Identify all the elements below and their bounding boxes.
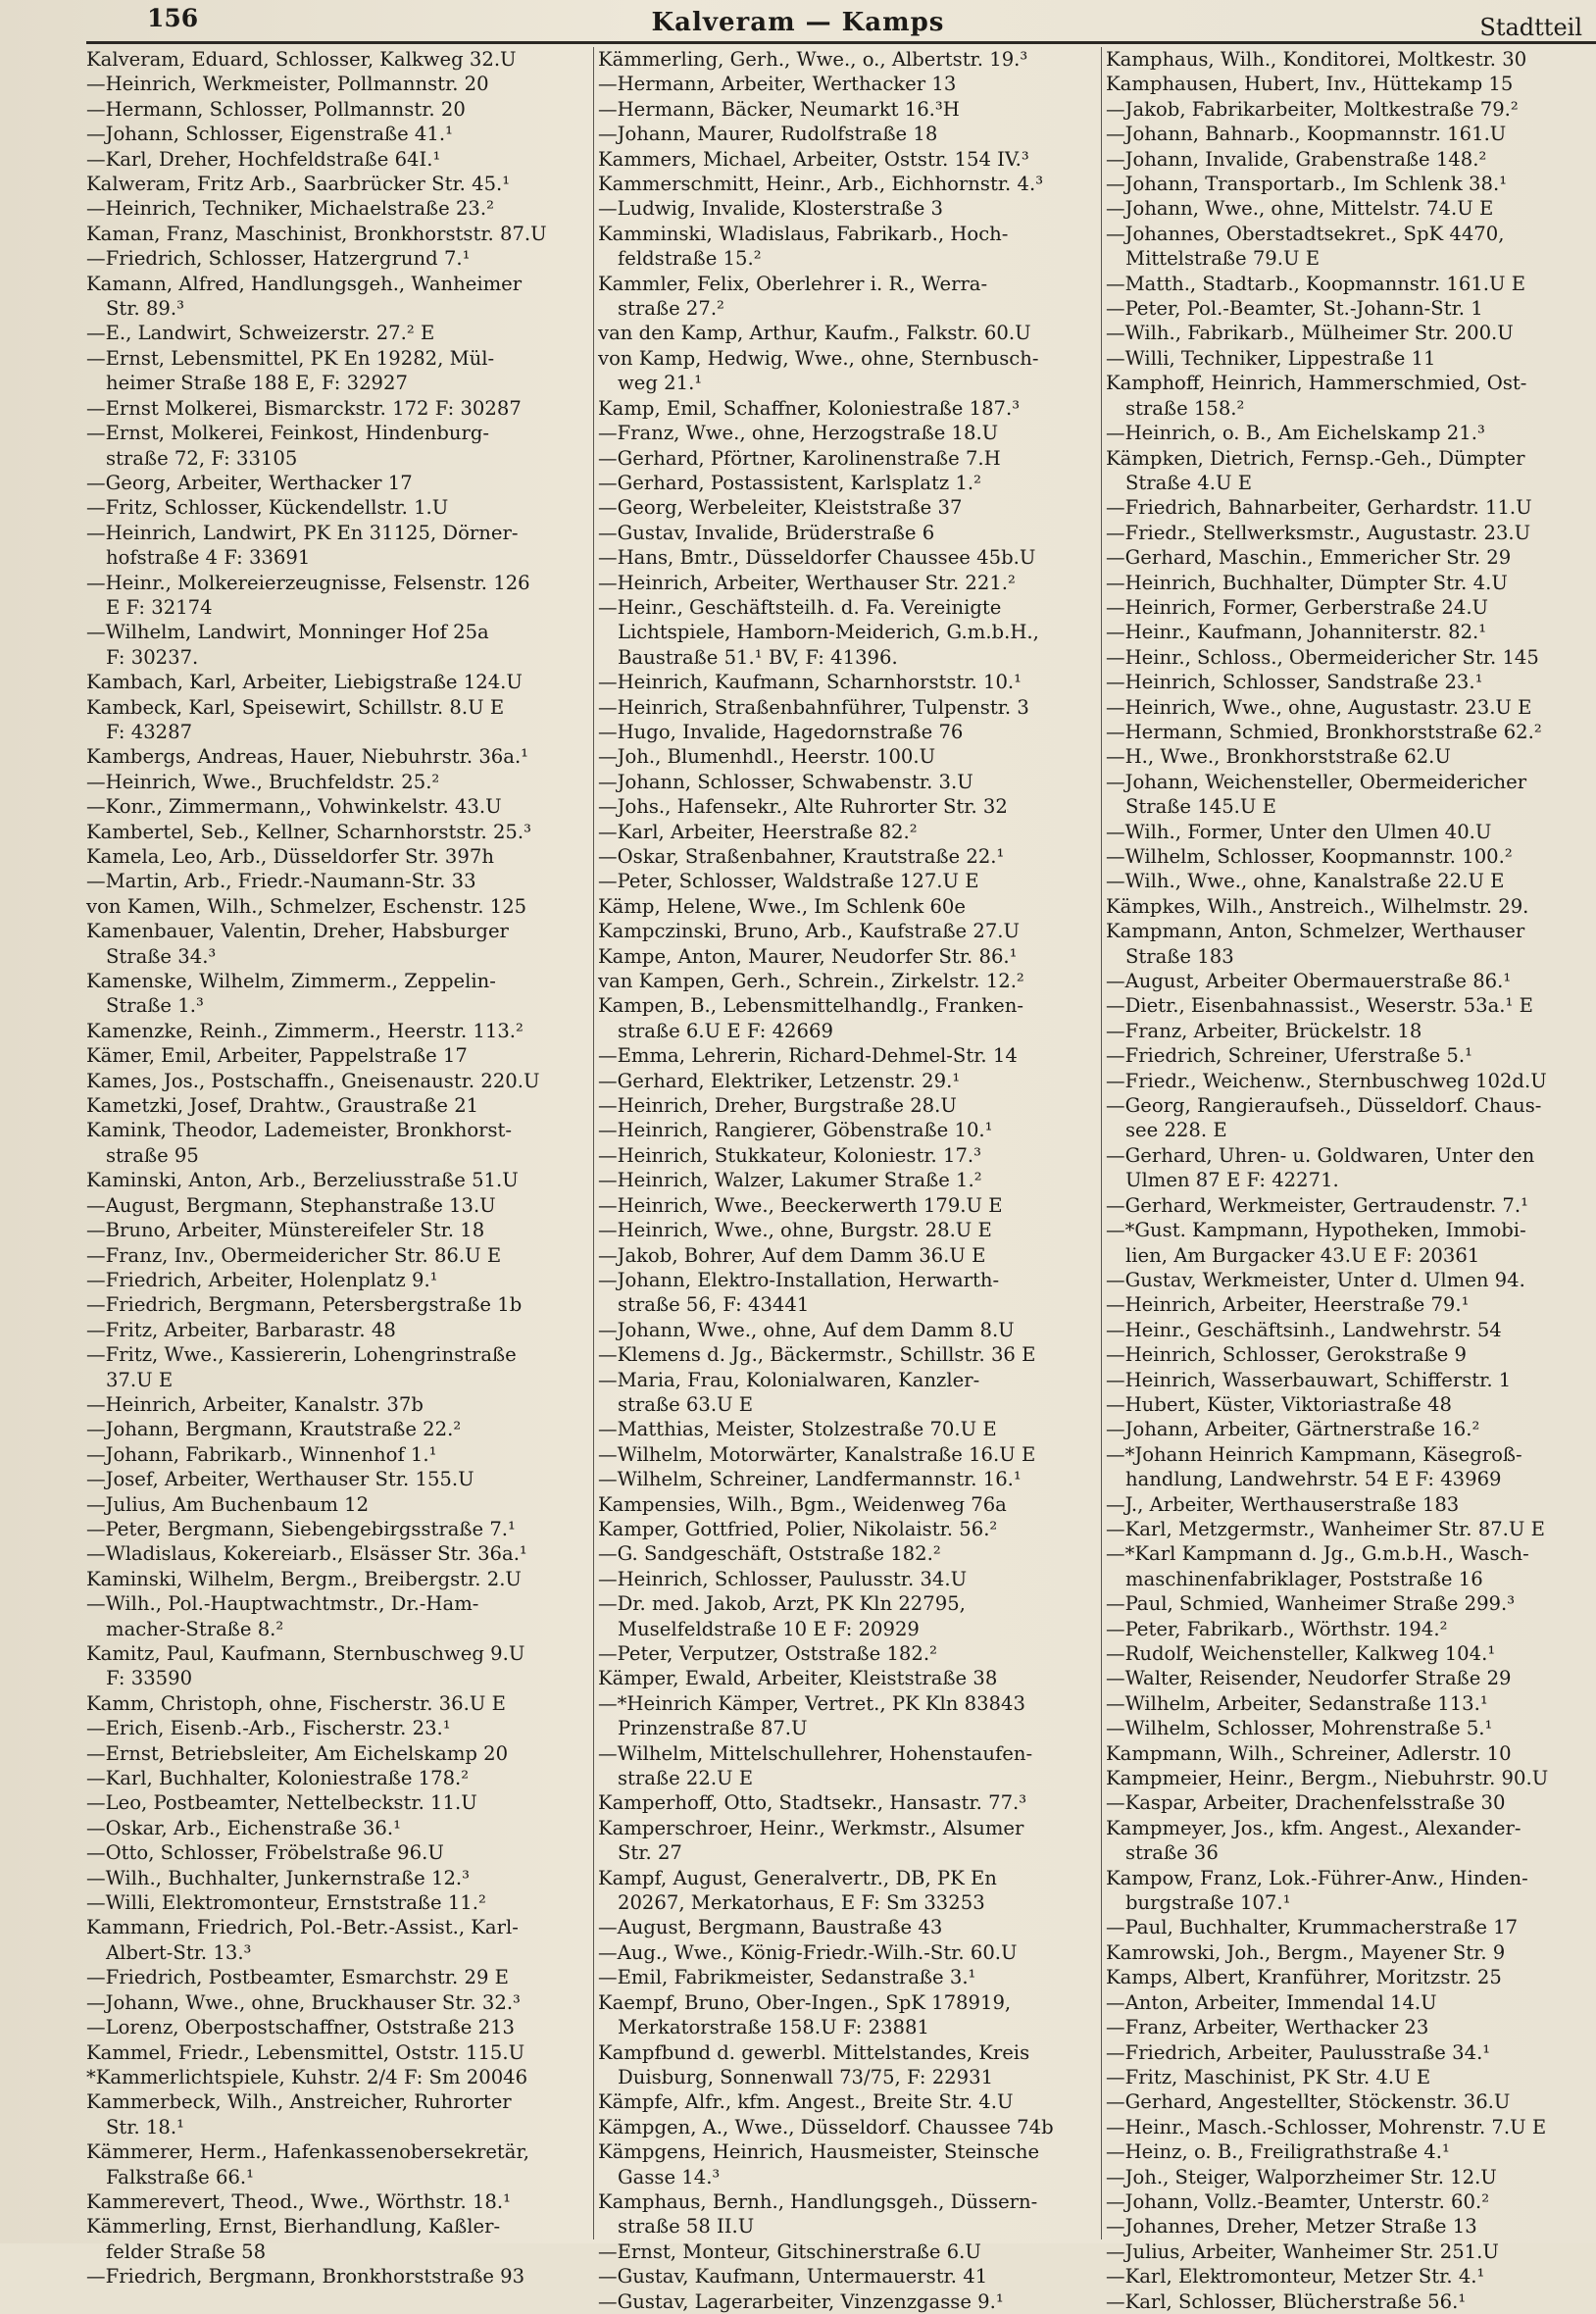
directory-entry: Kampmeier, Heinr., Bergm., Niebuhrstr. 90.U: [1106, 1767, 1549, 1790]
directory-entry: —Georg, Werbeleiter, Kleiststraße 37: [598, 496, 963, 520]
directory-entry: —Franz, Wwe., ohne, Herzogstraße 18.U: [598, 422, 999, 445]
directory-entry: —Johann, Vollz.-Beamter, Unterstr. 60.²: [1106, 2189, 1490, 2213]
directory-entry: Kampen, B., Lebensmittelhandlg., Franken-: [598, 994, 1023, 1018]
entry-continuation: Falkstraße 66.¹: [106, 2165, 254, 2188]
directory-entry: —Heinrich, Arbeiter, Werthauser Str. 221.²: [598, 571, 1016, 594]
entry-continuation: straße 63.U E: [618, 1392, 754, 1416]
directory-entry: —Franz, Inv., Obermeidericher Str. 86.U E: [86, 1243, 502, 1267]
entry-continuation: macher-Straße 8.²: [106, 1617, 284, 1640]
directory-entry: —Gerhard, Werkmeister, Gertraudenstr. 7.¹: [1106, 1193, 1528, 1217]
directory-entry: Kamenzke, Reinh., Zimmerm., Heerstr. 113.²: [86, 1019, 524, 1042]
entry-continuation: lien, Am Burgacker 43.U E F: 20361: [1125, 1243, 1480, 1267]
directory-entry: —Gustav, Lagerarbeiter, Vinzenzgasse 9.¹: [598, 2289, 1004, 2313]
directory-entry: Kammerbeck, Wilh., Anstreicher, Ruhrorter: [86, 2090, 512, 2114]
directory-entry: —Heinrich, o. B., Am Eichelskamp 21.³: [1106, 422, 1485, 445]
directory-entry: —Wilhelm, Schreiner, Landfermannstr. 16.¹: [598, 1468, 1022, 1491]
entry-continuation: Duisburg, Sonnenwall 73/75, F: 22931: [618, 2065, 994, 2088]
column-divider: [1101, 47, 1102, 2239]
directory-entry: —Erich, Eisenb.-Arb., Fischerstr. 23.¹: [86, 1717, 451, 1740]
directory-entry: —Gerhard, Postassistent, Karlsplatz 1.²: [598, 471, 981, 494]
directory-entry: —Wilh., Wwe., ohne, Kanalstraße 22.U E: [1106, 870, 1505, 893]
directory-entry: —Aug., Wwe., König-Friedr.-Wilh.-Str. 60.U: [598, 1940, 1018, 1964]
directory-entry: —Wilh., Fabrikarb., Mülheimer Str. 200.U: [1106, 322, 1514, 345]
directory-entry: —*Gust. Kampmann, Hypotheken, Immobi-: [1106, 1219, 1526, 1242]
directory-entry: —*Karl Kampmann d. Jg., G.m.b.H., Wasch-: [1106, 1542, 1529, 1566]
entry-continuation: heimer Straße 188 E, F: 32927: [106, 372, 408, 395]
directory-entry: Kamperschroer, Heinr., Werkmstr., Alsumer: [598, 1816, 1024, 1839]
directory-entry: —Wilh., Buchhalter, Junkernstraße 12.³: [86, 1866, 470, 1889]
entry-continuation: F: 30237.: [106, 645, 199, 669]
directory-entry: —Fritz, Arbeiter, Barbarastr. 48: [86, 1318, 396, 1341]
directory-entry: —Ernst, Lebensmittel, PK En 19282, Mül-: [86, 346, 495, 370]
directory-entry: —Friedrich, Schlosser, Hatzergrund 7.¹: [86, 247, 471, 271]
directory-entry: —E., Landwirt, Schweizerstr. 27.² E: [86, 322, 435, 345]
directory-entry: —Bruno, Arbeiter, Münstereifeler Str. 18: [86, 1219, 485, 1242]
directory-entry: —Emma, Lehrerin, Richard-Dehmel-Str. 14: [598, 1044, 1018, 1068]
directory-entry: —Joh., Steiger, Walporzheimer Str. 12.U: [1106, 2165, 1497, 2188]
directory-entry: —Wilhelm, Schlosser, Koopmannstr. 100.²: [1106, 845, 1513, 868]
directory-entry: —G. Sandgeschäft, Oststraße 182.²: [598, 1542, 941, 1566]
directory-entry: Kampmann, Wilh., Schreiner, Adlerstr. 10: [1106, 1741, 1512, 1765]
directory-entry: —H., Wwe., Bronkhorststraße 62.U: [1106, 745, 1451, 769]
directory-entry: van den Kamp, Arthur, Kaufm., Falkstr. 60.U: [598, 322, 1031, 345]
directory-entry: Kamphoff, Heinrich, Hammerschmied, Ost-: [1106, 372, 1527, 395]
entry-continuation: feldstraße 15.²: [618, 247, 762, 271]
entry-continuation: Str. 18.¹: [106, 2115, 184, 2138]
directory-entry: —Friedrich, Bahnarbeiter, Gerhardstr. 11.U: [1106, 496, 1532, 520]
directory-entry: Kampensies, Wilh., Bgm., Weidenweg 76a: [598, 1492, 1007, 1516]
entry-continuation: Muselfeldstraße 10 E F: 20929: [618, 1617, 920, 1640]
entry-continuation: Straße 1.³: [106, 994, 204, 1018]
directory-entry: Kampmann, Anton, Schmelzer, Werthauser: [1106, 920, 1525, 943]
directory-entry: —Gerhard, Pförtner, Karolinenstraße 7.H: [598, 446, 1001, 470]
directory-entry: —Wilh., Former, Unter den Ulmen 40.U: [1106, 820, 1492, 843]
page-header: [0, 0, 1596, 43]
entry-continuation: hofstraße 4 F: 33691: [106, 546, 311, 570]
directory-entry: Kampmeyer, Jos., kfm. Angest., Alexander-: [1106, 1816, 1521, 1839]
directory-entry: —Johann, Weichensteller, Obermeidericher: [1106, 770, 1527, 793]
directory-entry: Kämmerer, Herm., Hafenkassenobersekretär,: [86, 2140, 529, 2164]
directory-entry: —Friedrich, Bergmann, Bronkhorststraße 93: [86, 2265, 525, 2289]
entry-continuation: E F: 32174: [106, 595, 213, 619]
directory-entry: Kammers, Michael, Arbeiter, Oststr. 154 IV.³: [598, 147, 1029, 171]
directory-entry: —Johann, Maurer, Rudolfstraße 18: [598, 123, 938, 146]
entry-continuation: 37.U E: [106, 1368, 174, 1391]
directory-entry: —Ernst, Monteur, Gitschinerstraße 6.U: [598, 2239, 981, 2263]
directory-entry: Kämp, Helene, Wwe., Im Schlenk 60e: [598, 894, 966, 918]
directory-entry: —Franz, Arbeiter, Werthacker 23: [1106, 2016, 1429, 2039]
directory-entry: —Fritz, Wwe., Kassiererin, Lohengrinstraße: [86, 1343, 517, 1367]
entry-continuation: Straße 145.U E: [1125, 795, 1276, 819]
directory-entry: —Heinrich, Wwe., ohne, Augustastr. 23.U E: [1106, 695, 1532, 719]
directory-entry: Kämper, Ewald, Arbeiter, Kleiststraße 38: [598, 1667, 998, 1690]
entry-continuation: Str. 89.³: [106, 297, 184, 321]
entry-continuation: Merkatorstraße 158.U F: 23881: [618, 2016, 929, 2039]
directory-entry: —Karl, Arbeiter, Heerstraße 82.²: [598, 820, 918, 843]
directory-entry: —J., Arbeiter, Werthauserstraße 183: [1106, 1492, 1460, 1516]
directory-entry: —Heinr., Geschäftsinh., Landwehrstr. 54: [1106, 1318, 1502, 1341]
directory-entry: —Kaspar, Arbeiter, Drachenfelsstraße 30: [1106, 1791, 1506, 1815]
directory-entry: Kämpgens, Heinrich, Hausmeister, Steinsche: [598, 2140, 1040, 2164]
directory-entry: —Heinrich, Landwirt, PK En 31125, Dörner-: [86, 521, 519, 544]
directory-entry: —Heinr., Schloss., Obermeidericher Str. 145: [1106, 645, 1539, 669]
entry-continuation: straße 27.²: [618, 297, 724, 321]
directory-entry: —Emil, Fabrikmeister, Sedanstraße 3.¹: [598, 1966, 976, 1989]
directory-entry: von Kamen, Wilh., Schmelzer, Eschenstr. 125: [86, 894, 527, 918]
directory-entry: Kamps, Albert, Kranführer, Moritzstr. 25: [1106, 1966, 1502, 1989]
directory-entry: —Jakob, Fabrikarbeiter, Moltkestraße 79.²: [1106, 97, 1519, 121]
directory-entry: —Johann, Bahnarb., Koopmannstr. 161.U: [1106, 123, 1507, 146]
entry-continuation: Mittelstraße 79.U E: [1125, 247, 1321, 271]
directory-entry: —Karl, Dreher, Hochfeldstraße 64I.¹: [86, 147, 441, 171]
entry-continuation: straße 22.U E: [618, 1767, 754, 1790]
directory-entry: —Peter, Schlosser, Waldstraße 127.U E: [598, 870, 979, 893]
directory-entry: —Johann, Arbeiter, Gärtnerstraße 16.²: [1106, 1418, 1480, 1441]
directory-entry: Kampf, August, Generalvertr., DB, PK En: [598, 1866, 997, 1889]
entry-continuation: Straße 183: [1125, 944, 1234, 968]
entry-continuation: handlung, Landwehrstr. 54 E F: 43969: [1125, 1468, 1502, 1491]
directory-entry: —Wladislaus, Kokereiarb., Elsässer Str. 36a.¹: [86, 1542, 527, 1566]
directory-entry: —Matth., Stadtarb., Koopmannstr. 161.U E: [1106, 272, 1526, 295]
directory-entry: —Heinrich, Stukkateur, Koloniestr. 17.³: [598, 1143, 982, 1167]
directory-entry: Kämmerling, Gerh., Wwe., o., Albertstr. 19.³: [598, 48, 1028, 71]
entry-continuation: straße 6.U E F: 42669: [618, 1019, 833, 1042]
directory-entry: —Friedrich, Bergmann, Petersbergstraße 1b: [86, 1293, 523, 1317]
directory-entry: —Anton, Arbeiter, Immendal 14.U: [1106, 1990, 1437, 2014]
directory-entry: —Karl, Elektromonteur, Metzer Str. 4.¹: [1106, 2265, 1485, 2289]
directory-entry: —Johann, Fabrikarb., Winnenhof 1.¹: [86, 1442, 437, 1466]
section-label: Stadtteil: [1479, 14, 1582, 41]
directory-entry: Kambertel, Seb., Kellner, Scharnhorststr. 25.³: [86, 820, 531, 843]
directory-entry: —August, Bergmann, Baustraße 43: [598, 1916, 943, 1939]
entry-continuation: Straße 4.U E: [1125, 471, 1252, 494]
directory-entry: —Karl, Buchhalter, Koloniestraße 178.²: [86, 1767, 470, 1790]
column-divider: [593, 47, 594, 2239]
directory-entry: —Heinrich, Dreher, Burgstraße 28.U: [598, 1094, 957, 1118]
directory-entry: Kämpken, Dietrich, Fernsp.-Geh., Dümpter: [1106, 446, 1525, 470]
entry-continuation: see 228. E: [1125, 1119, 1227, 1142]
entry-continuation: Lichtspiele, Hamborn-Meiderich, G.m.b.H.,: [618, 621, 1039, 644]
directory-entry: —Gerhard, Angestellter, Stöckenstr. 36.U: [1106, 2090, 1511, 2114]
directory-entry: Kamm, Christoph, ohne, Fischerstr. 36.U E: [86, 1691, 506, 1715]
directory-entry: —Paul, Buchhalter, Krummacherstraße 17: [1106, 1916, 1519, 1939]
directory-entry: —Johann, Invalide, Grabenstraße 148.²: [1106, 147, 1487, 171]
directory-entry: Kalveram, Eduard, Schlosser, Kalkweg 32.U: [86, 48, 517, 71]
column-3: [1106, 47, 1596, 2313]
directory-entry: —Johann, Bergmann, Krautstraße 22.²: [86, 1418, 462, 1441]
directory-entry: —Lorenz, Oberpostschaffner, Oststraße 213: [86, 2016, 516, 2039]
directory-entry: —Gustav, Kaufmann, Untermauerstr. 41: [598, 2265, 988, 2289]
directory-entry: —Heinrich, Wwe., Beeckerwerth 179.U E: [598, 1193, 1003, 1217]
directory-entry: Kamitz, Paul, Kaufmann, Sternbuschweg 9.U: [86, 1642, 525, 1665]
directory-entry: Kambach, Karl, Arbeiter, Liebigstraße 124.U: [86, 671, 523, 694]
directory-entry: —Karl, Schlosser, Blücherstraße 56.¹: [1106, 2289, 1467, 2313]
directory-entry: Kamela, Leo, Arb., Düsseldorfer Str. 397h: [86, 845, 494, 868]
directory-entry: —Gerhard, Uhren- u. Goldwaren, Unter den: [1106, 1143, 1535, 1167]
directory-entry: Kamenbauer, Valentin, Dreher, Habsburger: [86, 920, 509, 943]
directory-entry: —Oskar, Arb., Eichenstraße 36.¹: [86, 1816, 401, 1839]
directory-entry: Kammerschmitt, Heinr., Arb., Eichhornstr. 4.³: [598, 173, 1044, 196]
directory-entry: Kaminski, Anton, Arb., Berzeliusstraße 51.U: [86, 1169, 519, 1192]
entry-continuation: F: 43287: [106, 720, 193, 743]
directory-entry: —Heinrich, Techniker, Michaelstraße 23.²: [86, 197, 494, 221]
directory-entry: Kammerevert, Theod., Wwe., Wörthstr. 18.¹: [86, 2189, 511, 2213]
page-number: 156: [147, 4, 199, 32]
directory-entry: Kames, Jos., Postschaffn., Gneisenaustr. 220.U: [86, 1069, 540, 1092]
directory-entry: —Georg, Rangieraufseh., Düsseldorf. Chaus-: [1106, 1094, 1542, 1118]
directory-entry: Kalweram, Fritz Arb., Saarbrücker Str. 45.¹: [86, 173, 511, 196]
entry-continuation: straße 58 II.U: [618, 2215, 755, 2239]
directory-entry: —Franz, Arbeiter, Brückelstr. 18: [1106, 1019, 1422, 1042]
directory-entry: —Johann, Elektro-Installation, Herwarth-: [598, 1268, 1000, 1291]
directory-entry: —Johann, Schlosser, Eigenstraße 41.¹: [86, 123, 453, 146]
directory-entry: —Paul, Schmied, Wanheimer Straße 299.³: [1106, 1592, 1516, 1616]
directory-entry: —Walter, Reisender, Neudorfer Straße 29: [1106, 1667, 1512, 1690]
page-title: Kalveram — Kamps: [651, 8, 945, 37]
directory-entry: Kämmerling, Ernst, Bierhandlung, Kaßler-: [86, 2215, 501, 2239]
entry-continuation: straße 36: [1125, 1841, 1219, 1865]
directory-entry: —Heinrich, Buchhalter, Dümpter Str. 4.U: [1106, 571, 1508, 594]
directory-entry: Kämpfe, Alfr., kfm. Angest., Breite Str. 4.U: [598, 2090, 1014, 2114]
directory-entry: —Fritz, Maschinist, PK Str. 4.U E: [1106, 2065, 1431, 2088]
directory-entry: —Hermann, Bäcker, Neumarkt 16.³H: [598, 97, 960, 121]
directory-entry: —Hermann, Schmied, Bronkhorststraße 62.²: [1106, 720, 1542, 743]
directory-entry: Kambeck, Karl, Speisewirt, Schillstr. 8.U E: [86, 695, 505, 719]
entry-continuation: burgstraße 107.¹: [1125, 1891, 1291, 1915]
directory-entry: —Wilhelm, Mittelschullehrer, Hohenstaufen-: [598, 1741, 1033, 1765]
entry-continuation: felder Straße 58: [106, 2239, 267, 2263]
directory-entry: —Maria, Frau, Kolonialwaren, Kanzler-: [598, 1368, 980, 1391]
directory-entry: Kämer, Emil, Arbeiter, Pappelstraße 17: [86, 1044, 468, 1068]
directory-entry: —Gustav, Invalide, Brüderstraße 6: [598, 521, 935, 544]
entry-continuation: straße 95: [106, 1143, 199, 1167]
directory-entry: —Heinrich, Former, Gerberstraße 24.U: [1106, 595, 1489, 619]
directory-entry: —Ernst Molkerei, Bismarckstr. 172 F: 30287: [86, 396, 522, 420]
directory-entry: Kamink, Theodor, Lademeister, Bronkhorst-: [86, 1119, 513, 1142]
directory-entry: —Heinrich, Rangierer, Göbenstraße 10.¹: [598, 1119, 993, 1142]
directory-entry: van Kampen, Gerh., Schrein., Zirkelstr. 12.²: [598, 970, 1024, 993]
directory-entry: —Johs., Hafensekr., Alte Ruhrorter Str. 32: [598, 795, 1008, 819]
directory-entry: Kämpgen, A., Wwe., Düsseldorf. Chaussee 74b: [598, 2115, 1054, 2138]
entry-continuation: Gasse 14.³: [618, 2165, 721, 2188]
directory-entry: Kamper, Gottfried, Polier, Nikolaistr. 56.²: [598, 1517, 998, 1540]
directory-entry: Kaman, Franz, Maschinist, Bronkhorststr. 87.U: [86, 222, 547, 245]
directory-entry: Kampfbund d. gewerbl. Mittelstandes, Kreis: [598, 2040, 1030, 2064]
directory-entry: —Willi, Elektromonteur, Ernststraße 11.²: [86, 1891, 486, 1915]
directory-entry: Kammel, Friedr., Lebensmittel, Oststr. 115.U: [86, 2040, 525, 2064]
directory-entry: —Dietr., Eisenbahnassist., Weserstr. 53a.¹ E: [1106, 994, 1533, 1018]
directory-entry: —Dr. med. Jakob, Arzt, PK Kln 22795,: [598, 1592, 966, 1616]
directory-entry: —Johann, Wwe., ohne, Auf dem Damm 8.U: [598, 1318, 1015, 1341]
directory-entry: —Heinr., Kaufmann, Johanniterstr. 82.¹: [1106, 621, 1487, 644]
directory-entry: —Peter, Fabrikarb., Wörthstr. 194.²: [1106, 1617, 1448, 1640]
directory-entry: —Hubert, Küster, Viktoriastraße 48: [1106, 1392, 1452, 1416]
directory-entry: Kaempf, Bruno, Ober-Ingen., SpK 178919,: [598, 1990, 1012, 2014]
directory-entry: —Rudolf, Weichensteller, Kalkweg 104.¹: [1106, 1642, 1496, 1665]
entry-continuation: F: 33590: [106, 1667, 193, 1690]
directory-entry: Kämpkes, Wilh., Anstreich., Wilhelmstr. 29.: [1106, 894, 1529, 918]
directory-entry: —*Heinrich Kämper, Vertret., PK Kln 83843: [598, 1691, 1025, 1715]
directory-entry: —Konr., Zimmermann,, Vohwinkelstr. 43.U: [86, 795, 502, 819]
directory-entry: Kamenske, Wilhelm, Zimmerm., Zeppelin-: [86, 970, 496, 993]
directory-entry: —Heinrich, Straßenbahnführer, Tulpenstr. 3: [598, 695, 1029, 719]
directory-entry: —Heinrich, Schlosser, Paulusstr. 34.U: [598, 1567, 968, 1590]
directory-entry: Kamperhoff, Otto, Stadtsekr., Hansastr. 77.³: [598, 1791, 1027, 1815]
directory-entry: —Hugo, Invalide, Hagedornstraße 76: [598, 720, 964, 743]
directory-entry: von Kamp, Hedwig, Wwe., ohne, Sternbusch-: [598, 346, 1039, 370]
directory-entry: —Friedrich, Postbeamter, Esmarchstr. 29 E: [86, 1966, 509, 1989]
directory-entry: Kamphaus, Bernh., Handlungsgeh., Düssern-: [598, 2189, 1038, 2213]
directory-entry: —Hermann, Schlosser, Pollmannstr. 20: [86, 97, 466, 121]
directory-entry: —Johann, Wwe., ohne, Bruckhauser Str. 32.³: [86, 1990, 521, 2014]
directory-entry: —Heinz, o. B., Freiligrathstraße 4.¹: [1106, 2140, 1450, 2164]
directory-entry: —Josef, Arbeiter, Werthauser Str. 155.U: [86, 1468, 474, 1491]
directory-entry: —Friedrich, Arbeiter, Paulusstraße 34.¹: [1106, 2040, 1491, 2064]
directory-entry: —Fritz, Schlosser, Kückendellstr. 1.U: [86, 496, 449, 520]
directory-entry: —Ernst, Molkerei, Feinkost, Hindenburg-: [86, 422, 490, 445]
directory-entry: —Friedr., Stellwerksmstr., Augustastr. 23.U: [1106, 521, 1531, 544]
directory-entry: —Willi, Techniker, Lippestraße 11: [1106, 346, 1436, 370]
directory-entry: —Wilhelm, Arbeiter, Sedanstraße 113.¹: [1106, 1691, 1488, 1715]
directory-entry: —Heinr., Geschäftsteilh. d. Fa. Vereinigte: [598, 595, 1002, 619]
directory-entry: —Heinrich, Schlosser, Sandstraße 23.¹: [1106, 671, 1483, 694]
entry-continuation: 20267, Merkatorhaus, E F: Sm 33253: [618, 1891, 985, 1915]
directory-entry: —Ludwig, Invalide, Klosterstraße 3: [598, 197, 943, 221]
directory-entry: —Heinrich, Wasserbauwart, Schifferstr. 1: [1106, 1368, 1512, 1391]
directory-entry: —Julius, Am Buchenbaum 12: [86, 1492, 370, 1516]
directory-entry: Kamrowski, Joh., Bergm., Mayener Str. 9: [1106, 1940, 1506, 1964]
directory-entry: —Friedrich, Schreiner, Uferstraße 5.¹: [1106, 1044, 1472, 1068]
directory-entry: Kammann, Friedrich, Pol.-Betr.-Assist., Karl-: [86, 1916, 519, 1939]
directory-entry: Kambergs, Andreas, Hauer, Niebuhrstr. 36a.¹: [86, 745, 529, 769]
directory-entry: —Johann, Transportarb., Im Schlenk 38.¹: [1106, 173, 1508, 196]
directory-entry: —Martin, Arb., Friedr.-Naumann-Str. 33: [86, 870, 476, 893]
directory-entry: Kampow, Franz, Lok.-Führer-Anw., Hinden-: [1106, 1866, 1528, 1889]
directory-entry: —Hans, Bmtr., Düsseldorfer Chaussee 45b.U: [598, 546, 1036, 570]
directory-entry: Kametzki, Josef, Drahtw., Graustraße 21: [86, 1094, 479, 1118]
directory-entry: Kamphausen, Hubert, Inv., Hüttekamp 15: [1106, 73, 1514, 96]
directory-entry: —Heinrich, Werkmeister, Pollmannstr. 20: [86, 73, 489, 96]
entry-continuation: maschinenfabriklager, Poststraße 16: [1125, 1567, 1483, 1590]
directory-entry: —Peter, Pol.-Beamter, St.-Johann-Str. 1: [1106, 297, 1483, 321]
directory-entry: —Heinr., Masch.-Schlosser, Mohrenstr. 7.U E: [1106, 2115, 1547, 2138]
entry-continuation: Str. 27: [618, 1841, 682, 1865]
directory-entry: Kamann, Alfred, Handlungsgeh., Wanheimer: [86, 272, 523, 295]
directory-entry: —August, Bergmann, Stephanstraße 13.U: [86, 1193, 496, 1217]
header-rule: [86, 41, 1596, 44]
directory-entry: —Peter, Bergmann, Siebengebirgsstraße 7.¹: [86, 1517, 516, 1540]
directory-entry: —Heinrich, Schlosser, Gerokstraße 9: [1106, 1343, 1467, 1367]
directory-entry: —Wilhelm, Landwirt, Monninger Hof 25a: [86, 621, 489, 644]
entry-continuation: weg 21.¹: [618, 372, 703, 395]
directory-entry: —Jakob, Bohrer, Auf dem Damm 36.U E: [598, 1243, 986, 1267]
directory-entry: —Johann, Wwe., ohne, Mittelstr. 74.U E: [1106, 197, 1494, 221]
column-1: [86, 47, 591, 2289]
directory-entry: —August, Arbeiter Obermauerstraße 86.¹: [1106, 970, 1512, 993]
entry-continuation: Baustraße 51.¹ BV, F: 41396.: [618, 645, 898, 669]
directory-entry: —Heinrich, Arbeiter, Kanalstr. 37b: [86, 1392, 424, 1416]
directory-entry: —Heinrich, Arbeiter, Heerstraße 79.¹: [1106, 1293, 1470, 1317]
entry-continuation: straße 158.²: [1125, 396, 1245, 420]
column-2: [598, 47, 1098, 2313]
directory-entry: Kammler, Felix, Oberlehrer i. R., Werra-: [598, 272, 988, 295]
directory-entry: —Oskar, Straßenbahner, Krautstraße 22.¹: [598, 845, 1005, 868]
directory-entry: —Gerhard, Elektriker, Letzenstr. 29.¹: [598, 1069, 961, 1092]
directory-entry: Kamphaus, Wilh., Konditorei, Moltkestr. 30: [1106, 48, 1527, 71]
directory-entry: —Leo, Postbeamter, Nettelbeckstr. 11.U: [86, 1791, 477, 1815]
directory-entry: —Joh., Blumenhdl., Heerstr. 100.U: [598, 745, 936, 769]
directory-entry: —Gustav, Werkmeister, Unter d. Ulmen 94.: [1106, 1268, 1525, 1291]
directory-entry: —Julius, Arbeiter, Wanheimer Str. 251.U: [1106, 2239, 1499, 2263]
directory-entry: —Johann, Schlosser, Schwabenstr. 3.U: [598, 770, 973, 793]
directory-entry: —Friedrich, Arbeiter, Holenplatz 9.¹: [86, 1268, 438, 1291]
directory-entry: —Peter, Verputzer, Oststraße 182.²: [598, 1642, 937, 1665]
directory-entry: —Heinrich, Kaufmann, Scharnhorststr. 10.¹: [598, 671, 1022, 694]
entry-continuation: Albert-Str. 13.³: [106, 1940, 252, 1964]
directory-entry: —Hermann, Arbeiter, Werthacker 13: [598, 73, 957, 96]
directory-entry: —Johannes, Dreher, Metzer Straße 13: [1106, 2215, 1477, 2239]
directory-entry: —Heinrich, Wwe., Bruchfeldstr. 25.²: [86, 770, 440, 793]
directory-entry: —Ernst, Betriebsleiter, Am Eichelskamp 20: [86, 1741, 509, 1765]
directory-entry: —Klemens d. Jg., Bäckermstr., Schillstr. 36 E: [598, 1343, 1036, 1367]
entry-continuation: Straße 34.³: [106, 944, 217, 968]
directory-entry: —Matthias, Meister, Stolzestraße 70.U E: [598, 1418, 997, 1441]
directory-entry: Kampczinski, Bruno, Arb., Kaufstraße 27.U: [598, 920, 1021, 943]
directory-entry: —Heinrich, Wwe., ohne, Burgstr. 28.U E: [598, 1219, 992, 1242]
directory-entry: —Wilhelm, Motorwärter, Kanalstraße 16.U E: [598, 1442, 1036, 1466]
entry-continuation: straße 56, F: 43441: [618, 1293, 810, 1317]
directory-entry: —Wilh., Pol.-Hauptwachtmstr., Dr.-Ham-: [86, 1592, 479, 1616]
directory-entry: —Johannes, Oberstadtsekret., SpK 4470,: [1106, 222, 1505, 245]
directory-entry: —Heinr., Molkereierzeugnisse, Felsenstr. 126: [86, 571, 530, 594]
directory-entry: —Karl, Metzgermstr., Wanheimer Str. 87.U E: [1106, 1517, 1545, 1540]
directory-entry: *Kammerlichtspiele, Kuhstr. 2/4 F: Sm 20046: [86, 2065, 528, 2088]
directory-entry: —*Johann Heinrich Kampmann, Käsegroß-: [1106, 1442, 1522, 1466]
directory-entry: —Wilhelm, Schlosser, Mohrenstraße 5.¹: [1106, 1717, 1493, 1740]
entry-continuation: Prinzenstraße 87.U: [618, 1717, 808, 1740]
directory-entry: —Otto, Schlosser, Fröbelstraße 96.U: [86, 1841, 444, 1865]
entry-continuation: Ulmen 87 E F: 42271.: [1125, 1169, 1339, 1192]
directory-entry: —Heinrich, Walzer, Lakumer Straße 1.²: [598, 1169, 982, 1192]
entry-continuation: straße 72, F: 33105: [106, 446, 298, 470]
directory-entry: —Gerhard, Maschin., Emmericher Str. 29: [1106, 546, 1512, 570]
directory-entry: Kampe, Anton, Maurer, Neudorfer Str. 86.¹: [598, 944, 1018, 968]
directory-entry: Kamminski, Wladislaus, Fabrikarb., Hoch-: [598, 222, 1009, 245]
directory-entry: Kamp, Emil, Schaffner, Koloniestraße 187.³: [598, 396, 1021, 420]
directory-entry: —Georg, Arbeiter, Werthacker 17: [86, 471, 413, 494]
directory-entry: Kaminski, Wilhelm, Bergm., Breibergstr. 2.U: [86, 1567, 522, 1590]
directory-entry: —Friedr., Weichenw., Sternbuschweg 102d.U: [1106, 1069, 1547, 1092]
